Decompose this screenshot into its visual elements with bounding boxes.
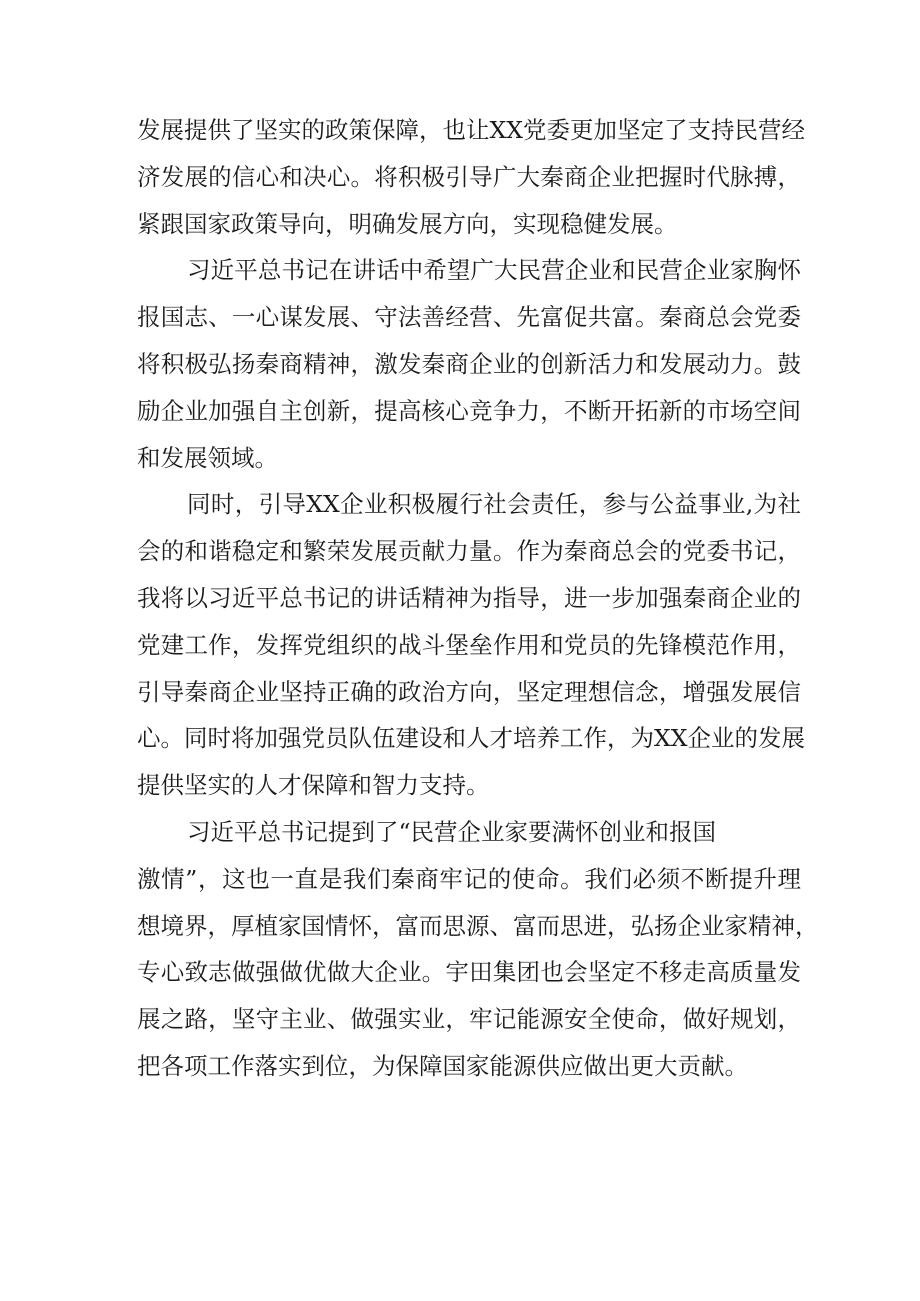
body-line: 习近平总书记提到了“民营企业家要满怀创业和报国 [187, 817, 717, 846]
body-line: 同时，引导XX企业积极履行社会责任，参与公益事业,为社 [187, 490, 801, 519]
body-line: 引导秦商企业坚持正确的政治方向，坚定理想信念，增强发展信 [137, 677, 801, 706]
body-line: 习近平总书记在讲话中希望广大民营企业和民营企业家胸怀 [187, 256, 801, 285]
body-line: 党建工作，发挥党组织的战斗堡垒作用和党员的先锋模范作用， [137, 630, 801, 659]
body-line: 和发展领域。 [137, 443, 278, 472]
body-line: 会的和谐稳定和繁荣发展贡献力量。作为秦商总会的党委书记， [137, 537, 801, 566]
body-line: 想境界，厚植家国情怀，富而思源、富而思进，弘扬企业家精神， [137, 911, 819, 940]
body-line: 报国志、一心谋发展、守法善经营、先富促共富。秦商总会党委 [137, 303, 801, 332]
body-line: 心。同时将加强党员队伍建设和人才培养工作，为XX企业的发展 [137, 724, 805, 753]
body-line: 发展提供了坚实的政策保障，也让XX党委更加坚定了支持民营经 [137, 116, 805, 144]
body-line: 专心致志做强做优做大企业。宇田集团也会坚定不移走高质量发 [137, 958, 801, 987]
body-line: 励企业加强自主创新，提高核心竞争力，不断开拓新的市场空间 [137, 396, 801, 425]
body-line: 展之路，坚守主业、做强实业，牢记能源安全使命，做好规划， [137, 1005, 801, 1034]
body-line: 激情”，这也一直是我们秦商牢记的使命。我们必须不断提升理 [137, 864, 801, 893]
body-line: 我将以习近平总书记的讲话精神为指导，进一步加强秦商企业的 [137, 583, 801, 612]
body-line: 把各项工作落实到位，为保障国家能源供应做出更大贡献。 [137, 1051, 748, 1080]
body-line: 提供坚实的人才保障和智力支持。 [137, 771, 490, 800]
document-body [137, 107, 819, 1090]
body-line: 将积极弘扬秦商精神，激发秦商企业的创新活力和发展动力。鼓 [137, 349, 801, 378]
body-line: 紧跟国家政策导向，明确发展方向，实现稳健发展。 [137, 209, 678, 238]
body-line: 济发展的信心和决心。将积极引导广大秦商企业把握时代脉搏， [137, 162, 801, 191]
